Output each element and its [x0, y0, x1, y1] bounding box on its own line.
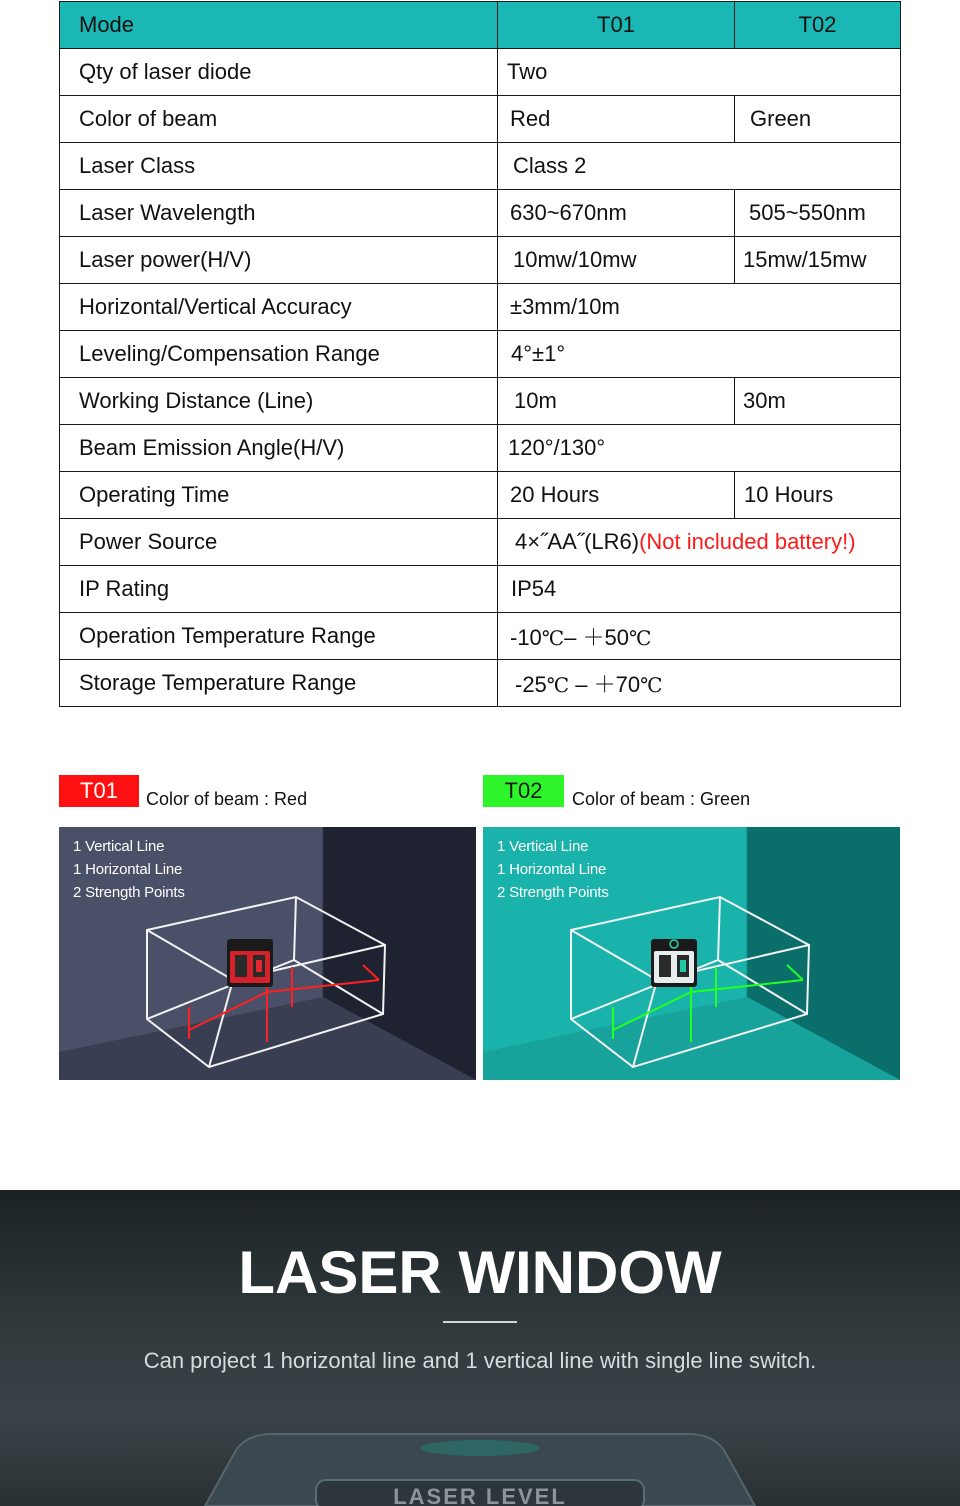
row-label: Laser Class	[60, 143, 498, 190]
temp-min: -10	[510, 624, 542, 650]
row-value: Class 2	[498, 143, 901, 190]
feature-list	[73, 835, 185, 904]
row-label: Power Source	[60, 519, 498, 566]
feature-list	[497, 835, 609, 904]
row-label: Operation Temperature Range	[60, 613, 498, 660]
header-mode: Mode	[60, 2, 498, 49]
table-row	[60, 566, 901, 613]
table-row	[60, 190, 901, 237]
row-value-t02: 30m	[735, 378, 901, 425]
table-row	[60, 143, 901, 190]
laser-device-red	[227, 939, 273, 987]
table-row	[60, 519, 901, 566]
title-divider	[443, 1321, 517, 1323]
temp-unit: ℃	[629, 625, 652, 650]
feature-item: 1 Vertical Line	[497, 838, 589, 855]
table-row	[60, 472, 901, 519]
row-label: Leveling/Compensation Range	[60, 331, 498, 378]
temp-min: -25	[515, 671, 547, 697]
laser-device-green	[651, 939, 697, 987]
row-value: 4°±1°	[498, 331, 901, 378]
header-t02: T02	[735, 2, 901, 49]
row-value-t01: 20 Hours	[498, 472, 735, 519]
row-label: Laser Wavelength	[60, 190, 498, 237]
row-value	[498, 660, 901, 707]
banner-title: LASER WINDOW	[238, 1239, 722, 1306]
row-label: Operating Time	[60, 472, 498, 519]
row-value-t02: Green	[735, 96, 901, 143]
table-row	[60, 96, 901, 143]
row-value-t01: Red	[498, 96, 735, 143]
row-label: Qty of laser diode	[60, 49, 498, 96]
model-caption-t02: Color of beam : Green	[572, 789, 751, 809]
spec-table	[59, 1, 901, 707]
table-row	[60, 284, 901, 331]
temp-dash: – ＋	[564, 624, 605, 650]
temp-unit: ℃	[546, 672, 570, 697]
table-row	[60, 49, 901, 96]
temp-dash: – ＋	[569, 671, 616, 697]
table-row	[60, 660, 901, 707]
product-image-t01	[59, 827, 476, 1080]
feature-item: 2 Strength Points	[497, 884, 609, 901]
table-row	[60, 237, 901, 284]
row-value	[498, 519, 901, 566]
row-label: Beam Emission Angle(H/V)	[60, 425, 498, 472]
row-label: Laser power(H/V)	[60, 237, 498, 284]
device-label: LASER LEVEL	[393, 1484, 567, 1506]
row-value-t02: 15mw/15mw	[735, 237, 901, 284]
feature-item: 1 Horizontal Line	[73, 861, 183, 878]
table-row	[60, 331, 901, 378]
model-tag-t01: T01	[59, 775, 139, 807]
feature-item: 1 Vertical Line	[73, 838, 165, 855]
row-label: Horizontal/Vertical Accuracy	[60, 284, 498, 331]
table-row	[60, 378, 901, 425]
feature-item: 1 Horizontal Line	[497, 861, 607, 878]
table-header-row	[60, 2, 901, 49]
laser-window-banner	[0, 1190, 960, 1506]
row-value: IP54	[498, 566, 901, 613]
temp-unit: ℃	[541, 625, 565, 650]
row-value-t02: 505~550nm	[735, 190, 901, 237]
row-value-t01: 10m	[498, 378, 735, 425]
temp-max: 50	[604, 624, 630, 650]
header-t01: T01	[498, 2, 735, 49]
model-tag-t02: T02	[483, 775, 564, 807]
feature-item: 2 Strength Points	[73, 884, 185, 901]
row-label: Color of beam	[60, 96, 498, 143]
row-value: Two	[498, 49, 901, 96]
row-value-t02: 10 Hours	[735, 472, 901, 519]
battery-warning: (Not included battery!)	[639, 529, 856, 554]
table-row	[60, 425, 901, 472]
row-value	[498, 613, 901, 660]
product-image-t02	[483, 827, 900, 1080]
model-caption-t01: Color of beam : Red	[146, 789, 308, 809]
temp-max: 70	[615, 671, 641, 697]
row-value-t01: 10mw/10mw	[498, 237, 735, 284]
power-source-value: 4×˝AA˝(LR6)	[515, 529, 640, 554]
temp-unit: ℃	[640, 672, 663, 697]
row-label: IP Rating	[60, 566, 498, 613]
row-value-t01: 630~670nm	[498, 190, 735, 237]
banner-subtitle: Can project 1 horizontal line and 1 vertical line with single line switch.	[143, 1348, 817, 1373]
row-value: 120°/130°	[498, 425, 901, 472]
row-label: Working Distance (Line)	[60, 378, 498, 425]
table-row	[60, 613, 901, 660]
row-value: ±3mm/10m	[498, 284, 901, 331]
row-label: Storage Temperature Range	[60, 660, 498, 707]
